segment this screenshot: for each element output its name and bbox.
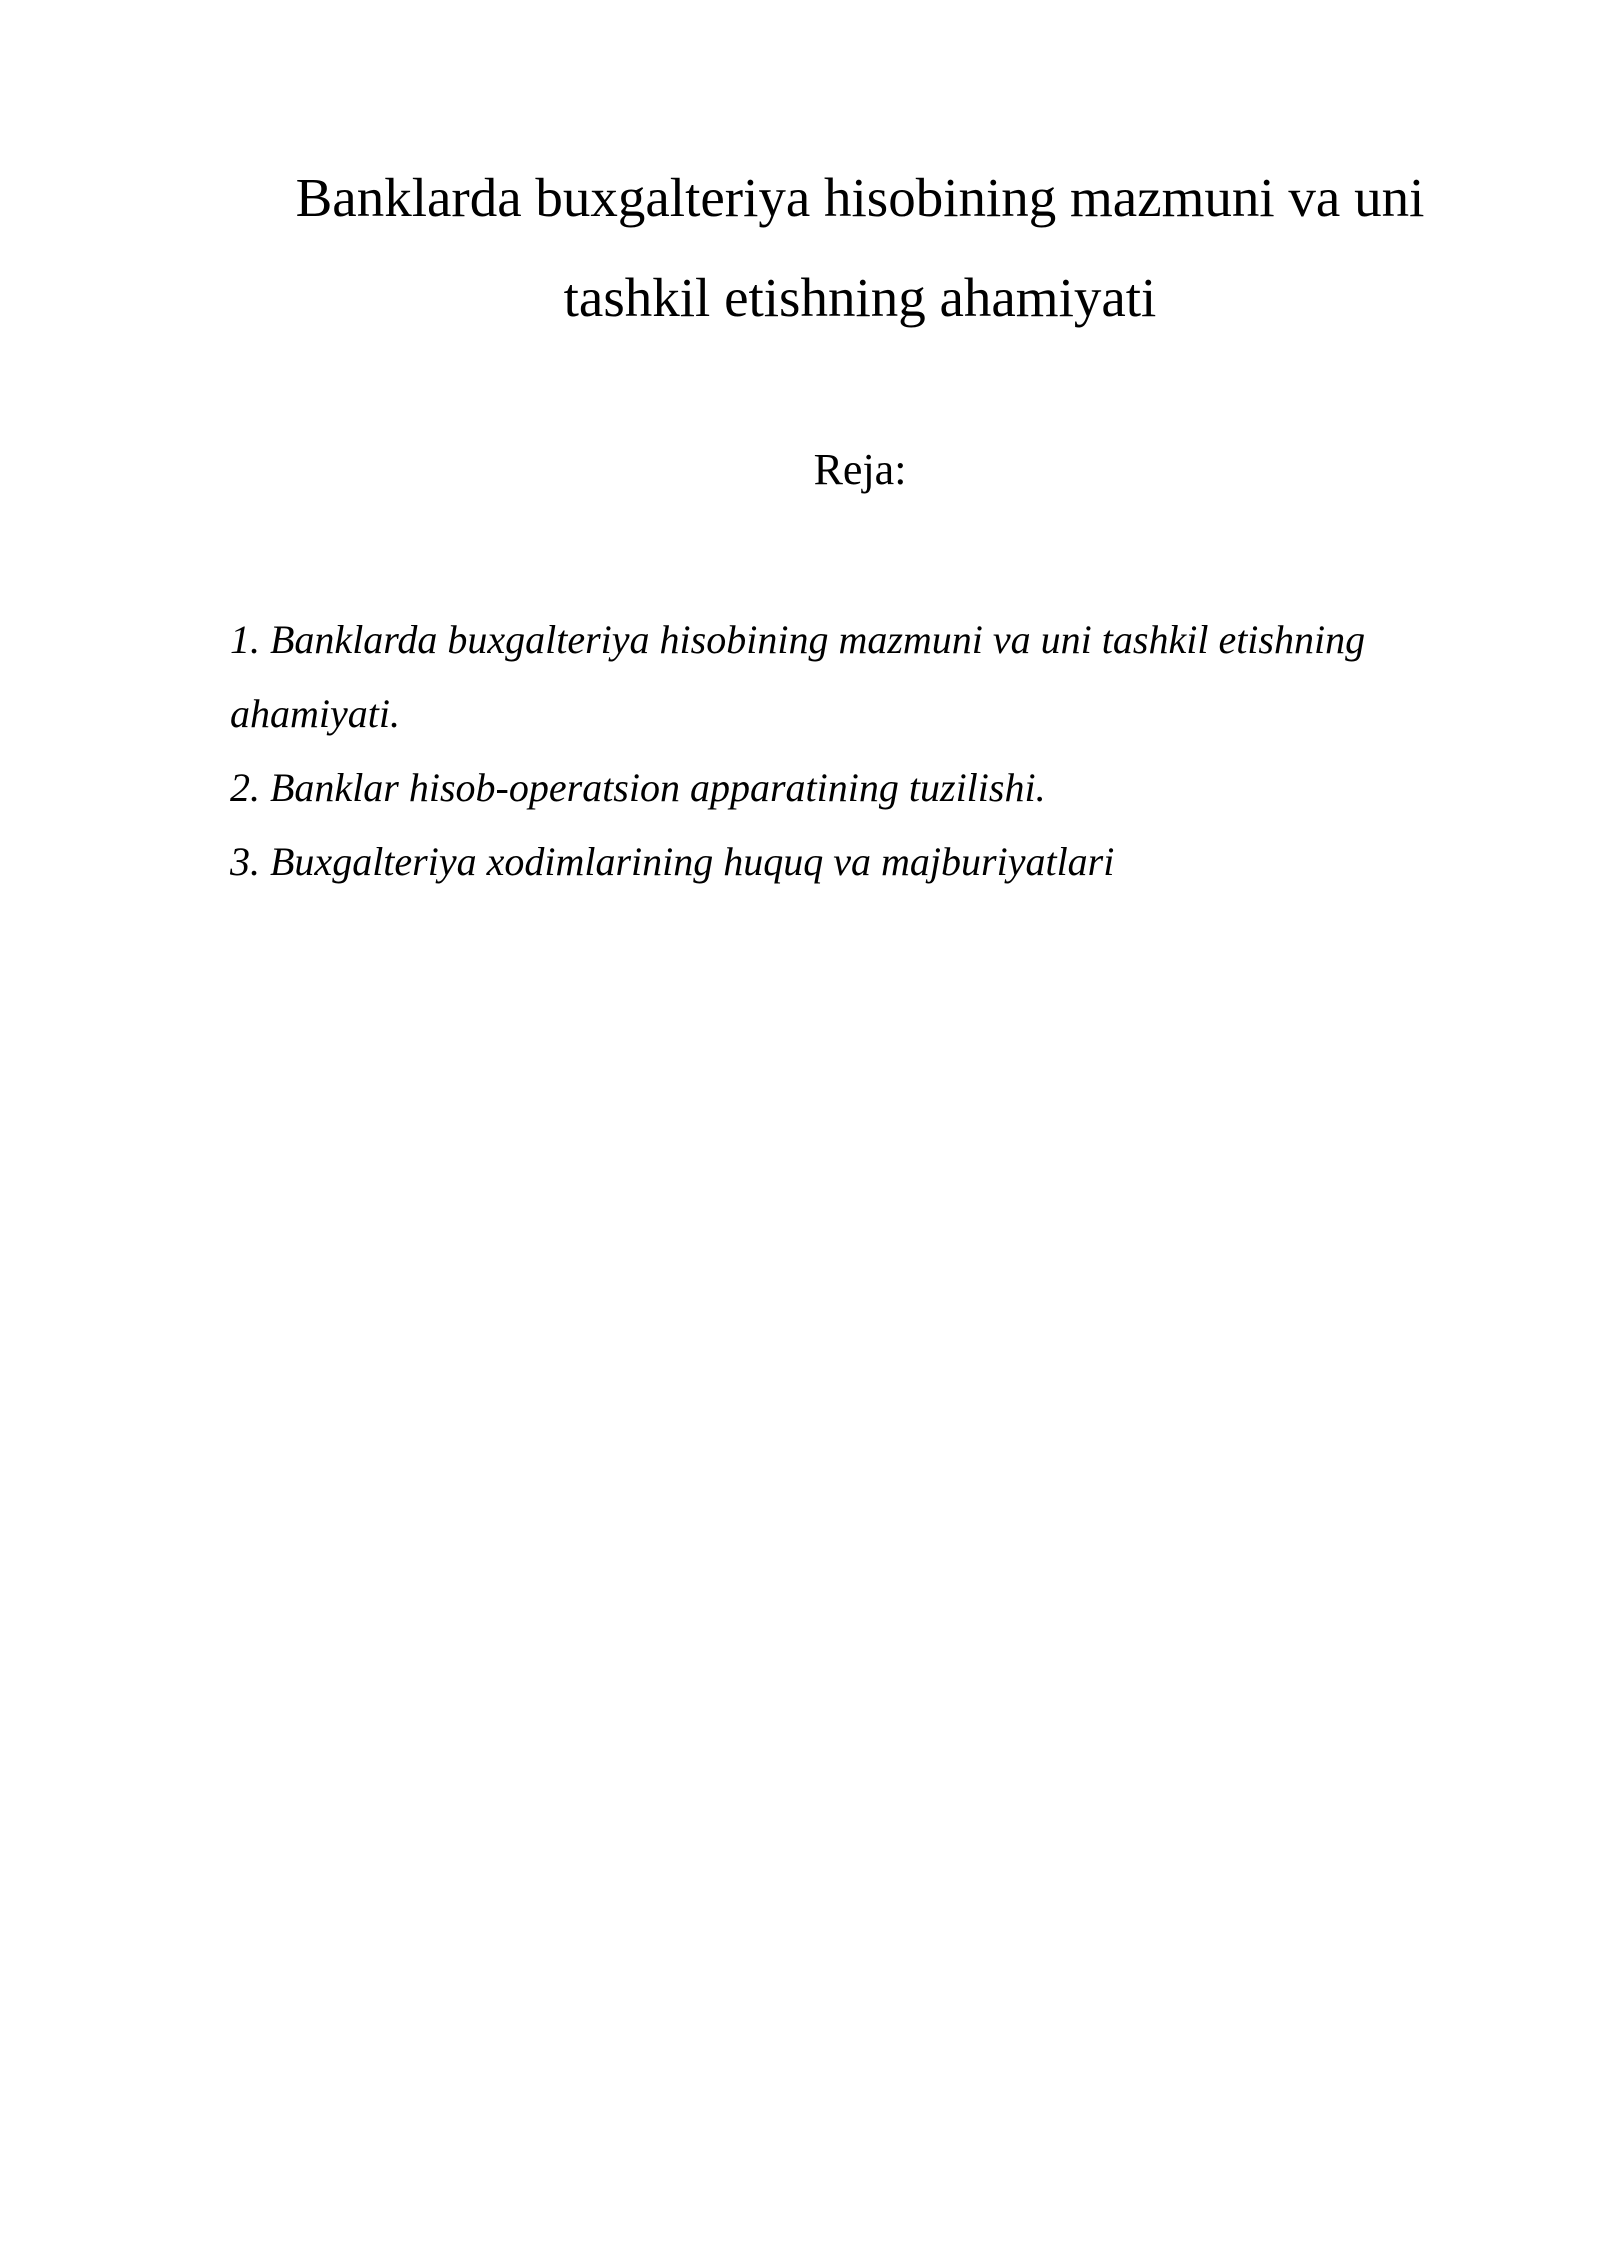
plan-list	[230, 603, 1500, 899]
plan-heading: Reja:	[813, 445, 907, 494]
plan-item-2: 2. Banklar hisob-operatsion apparatining tuzilishi.	[230, 765, 1046, 810]
document-title-line-2: tashkil etishning ahamiyati	[563, 267, 1157, 328]
document-title-line-1: Banklarda buxgalteriya hisobining mazmuni va uni	[295, 167, 1425, 228]
document-title	[230, 148, 1490, 348]
plan-item-3: 3. Buxgalteriya xodimlarining huquq va majburiyatlari	[230, 839, 1115, 884]
plan-item-1: 1. Banklarda buxgalteriya hisobining mazmuni va uni tashkil etishning ahamiyati.	[230, 617, 1366, 736]
